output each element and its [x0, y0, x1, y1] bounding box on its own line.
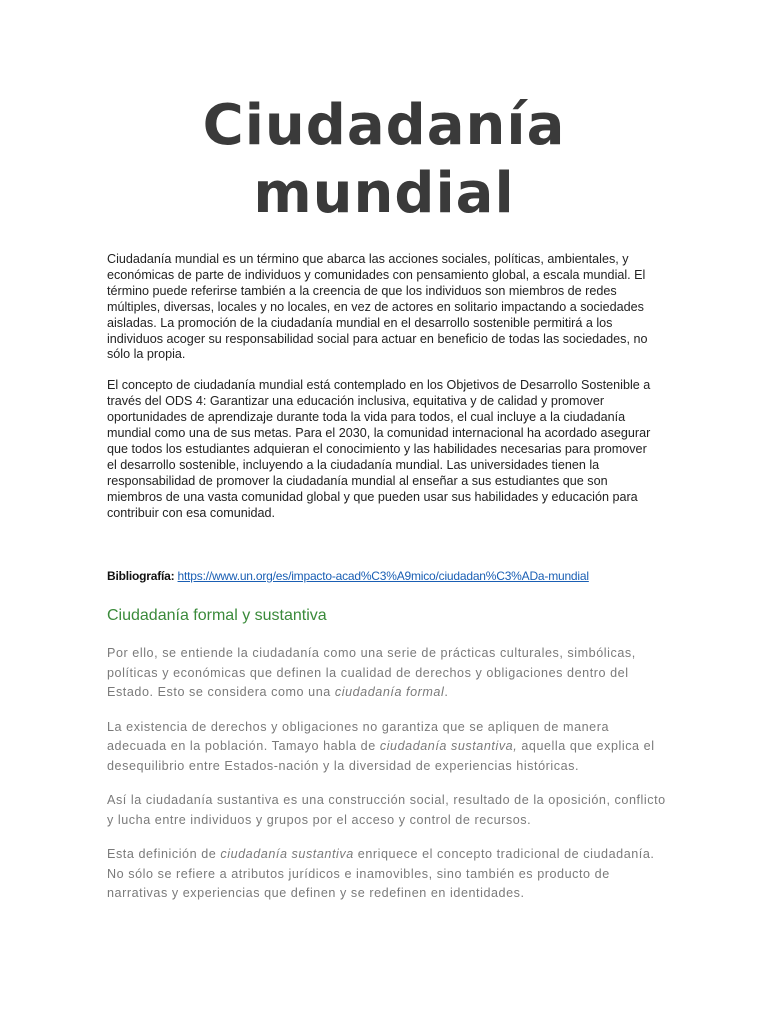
- intro-paragraph-2: El concepto de ciudadanía mundial está contemplado en los Objetivos de Desarrollo Sostenible a través del ODS 4: Garantizar una educación inclusiva, equitativa y de calidad y promover oportunidades de aprendizaje durante toda la vida para todos, el cual incluye a la ciudadanía mundial como una de sus metas. Para el 2030, la comunidad internacional ha acordado asegurar que todos los estudiantes adquieran el conocimiento y las habilidades necesarias para promover el desarrollo sostenible, incluyendo a la ciudadanía mundial. Las universidades tienen la responsabilidad de promover la ciudadanía mundial al enseñar a sus estudiantes que son miembros de una vasta comunidad global y que pueden usar sus habilidades y educación para contribuir con esa comunidad.: [107, 378, 651, 520]
- section-heading: Ciudadanía formal y sustantiva: [107, 607, 327, 624]
- bibliography-label: Bibliografía:: [107, 569, 175, 583]
- section-paragraph-2: [107, 718, 667, 777]
- section-paragraph-4-text-b: enriquece el concepto tradicional de ciudadanía. No sólo se refiere a atributos jurídicos e inamovibles, sino también es producto de narrativas y experiencias que definen y se redefinen en identidades.: [107, 847, 655, 900]
- section-paragraph-2-emphasis: ciudadanía sustantiva,: [379, 739, 518, 753]
- page-title: [0, 92, 768, 228]
- section-paragraph-1: [107, 644, 667, 703]
- section-paragraph-1-emphasis: ciudadanía formal: [334, 685, 445, 699]
- title-line-2: mundial: [253, 161, 515, 226]
- section-paragraph-1-text-b: .: [444, 685, 449, 699]
- section-body: [107, 644, 667, 919]
- section-paragraph-2-text-a: La existencia de derechos y obligaciones no garantiza que se apliquen de manera adecuada en la población. Tamayo habla de: [107, 719, 610, 753]
- bibliography: [107, 568, 667, 584]
- section-paragraph-2-text-b: aquella que explica el desequilibrio entre Estados-nación y la diversidad de experiencias históricas.: [107, 739, 655, 773]
- section-paragraph-4-emphasis: ciudadanía sustantiva: [220, 847, 354, 861]
- title-line-1: Ciudadanía: [202, 93, 566, 158]
- intro-paragraph-1: Ciudadanía mundial es un término que abarca las acciones sociales, políticas, ambientales, y económicas de parte de individuos y comunidades con pensamiento global, a escala mundial. El término puede referirse también a la creencia de que los individuos son miembros de redes múltiples, diversas, locales y no locales, en vez de actores en solitario impactando a sociedades aisladas. La promoción de la ciudadanía mundial en el desarrollo sostenible permitirá a los individuos acoger su responsabilidad social para actuar en beneficio de todas las sociedades, no sólo la propia.: [107, 252, 648, 362]
- section-paragraph-3: Así la ciudadanía sustantiva es una construcción social, resultado de la oposición, conflicto y lucha entre individuos y grupos por el acceso y control de recursos.: [107, 793, 666, 827]
- section-paragraph-4: [107, 845, 667, 904]
- intro-section: [107, 252, 659, 537]
- section-paragraph-4-text-a: Esta definición de: [107, 847, 221, 861]
- section-paragraph-1-text-a: Por ello, se entiende la ciudadanía como una serie de prácticas culturales, simbólicas, políticas y económicas que definen la cualidad de derechos y obligaciones dentro del Estado. Esto se considera como una: [107, 646, 636, 699]
- bibliography-link[interactable]: https://www.un.org/es/impacto-acad%C3%A9mico/ciudadan%C3%ADa-mundial: [177, 569, 589, 583]
